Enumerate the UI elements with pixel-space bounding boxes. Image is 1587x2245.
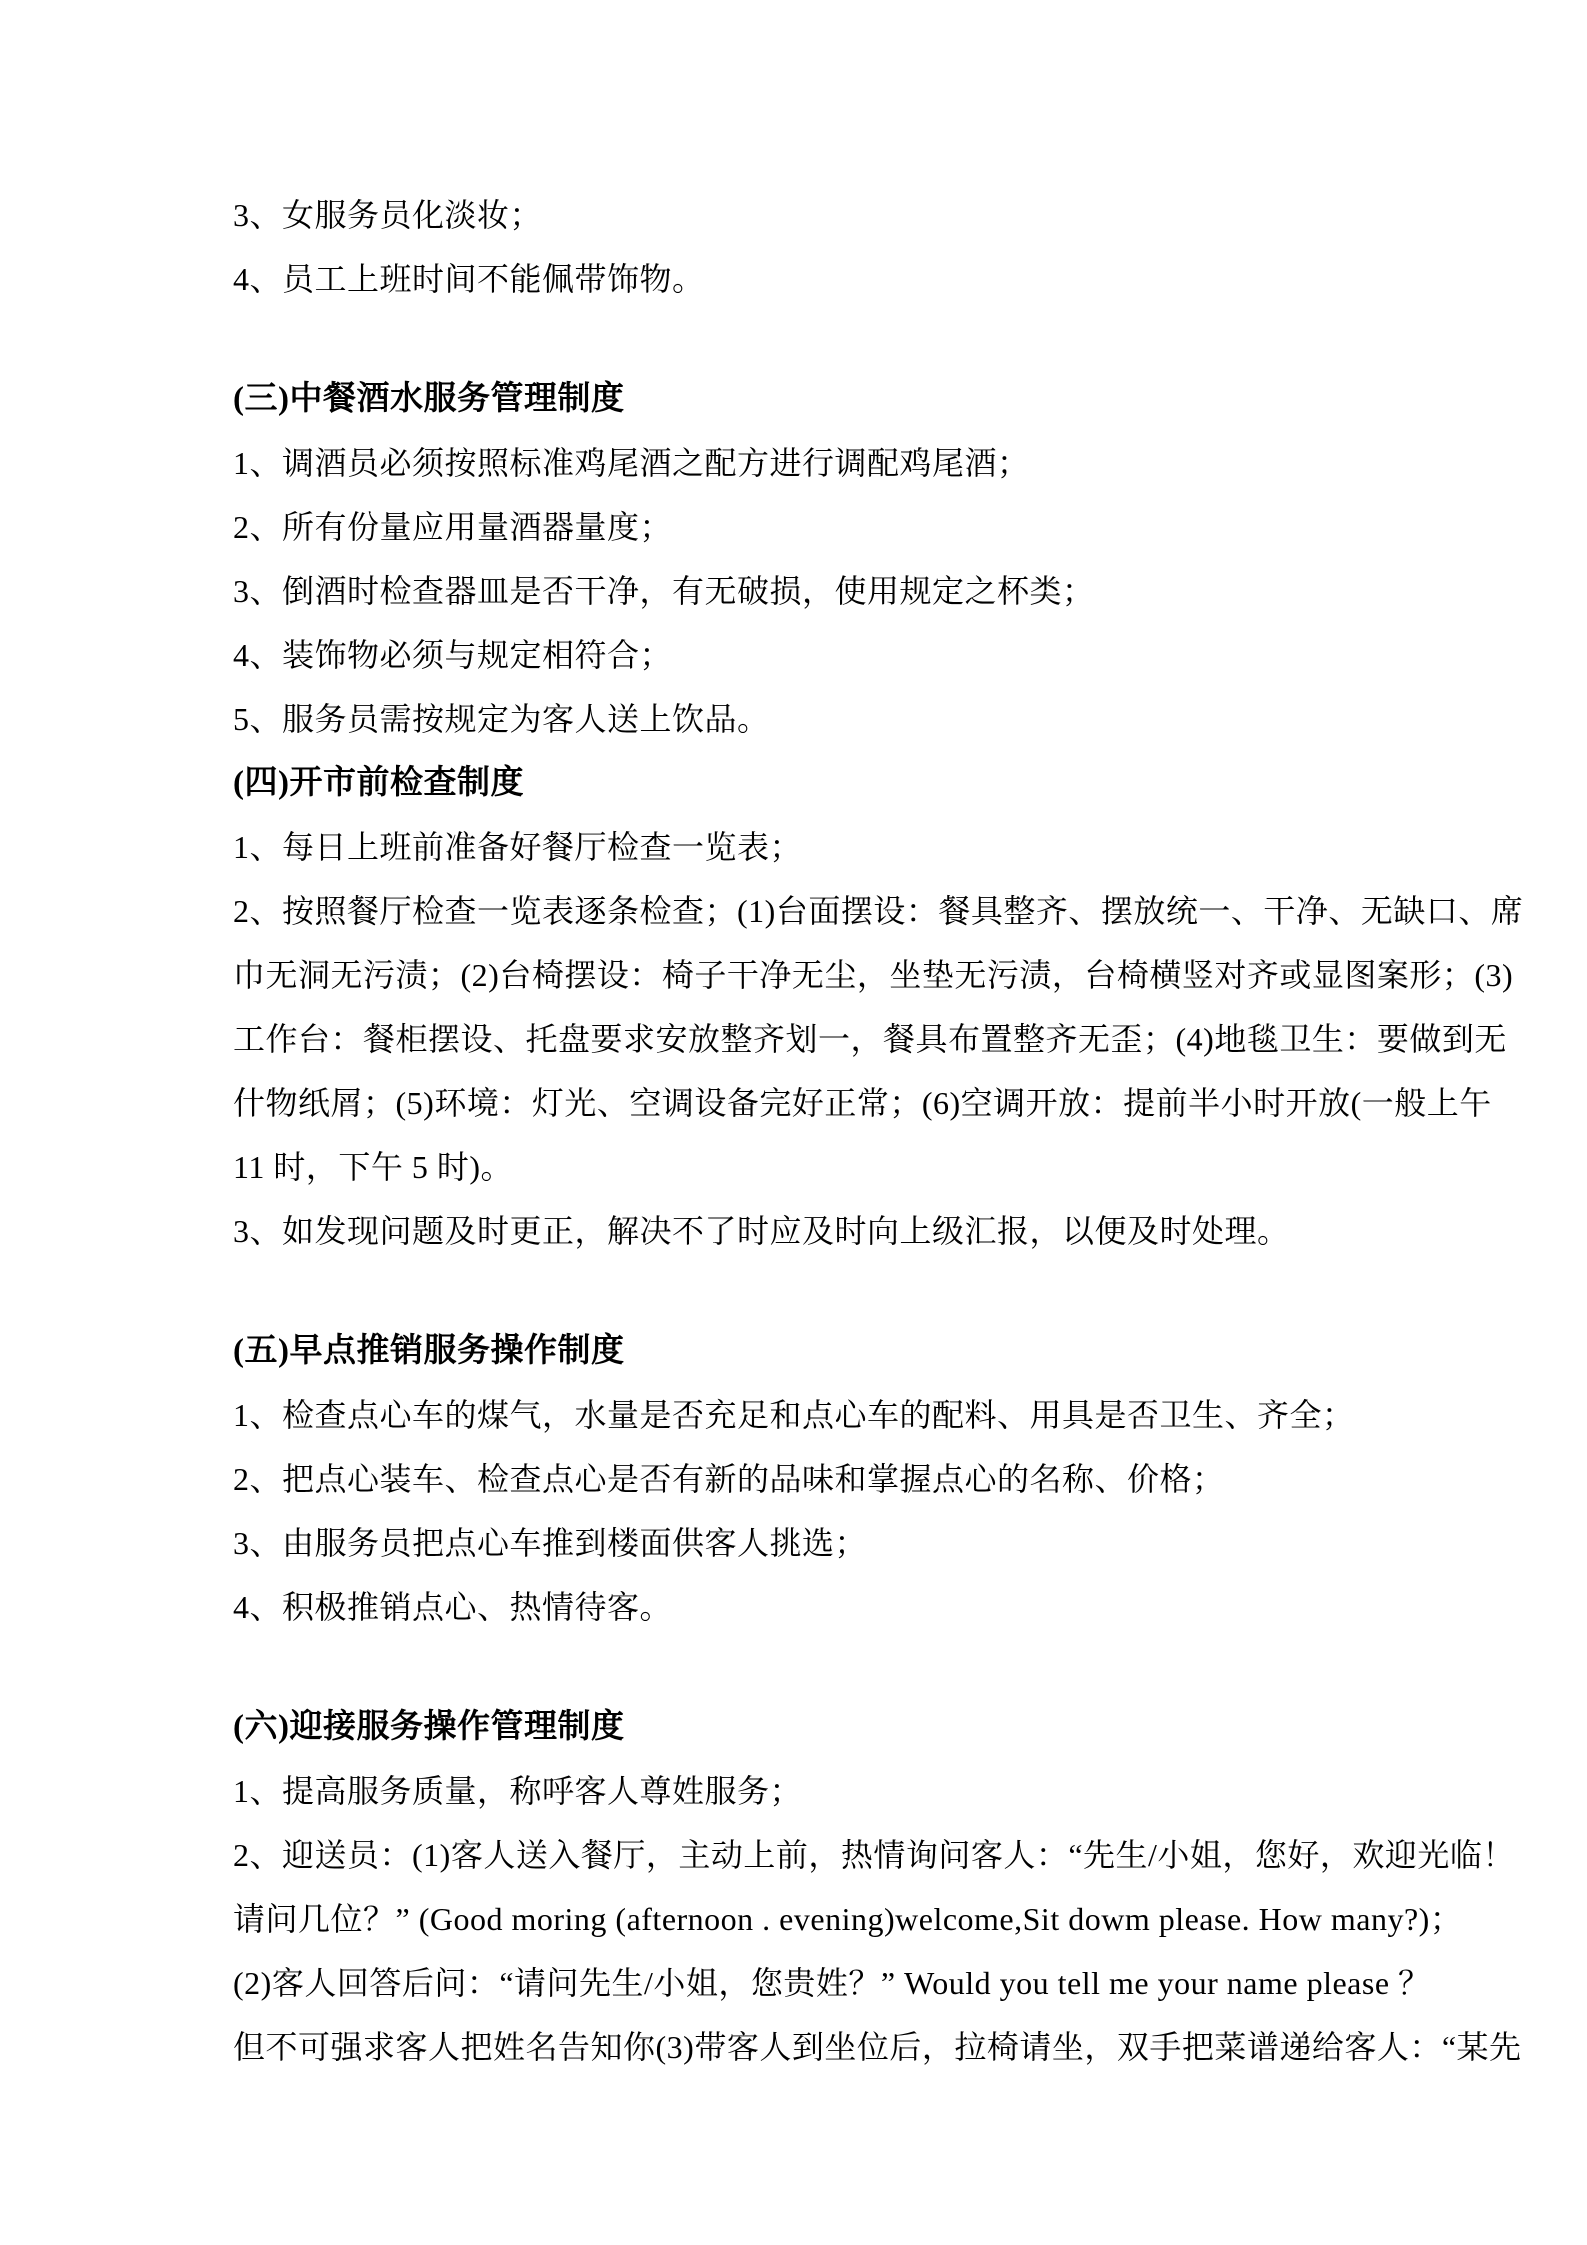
text-line: 但不可强求客人把姓名告知你(3)带客人到坐位后，拉椅请坐，双手把菜谱递给客人：“某先 xyxy=(233,2029,1522,2065)
text-line: 3、如发现问题及时更正，解决不了时应及时向上级汇报，以便及时处理。 xyxy=(233,1213,1290,1249)
text-line: 2、迎送员：(1)客人送入餐厅，主动上前，热情询问客人：“先生/小姐，您好，欢迎光临！ xyxy=(233,1837,1515,1873)
section-4-heading: (四)开市前检查制度 xyxy=(233,765,524,801)
text-line: 什物纸屑；(5)环境：灯光、空调设备完好正常；(6)空调开放：提前半小时开放(一般上午 xyxy=(233,1085,1492,1121)
text-line: 2、把点心装车、检查点心是否有新的品味和掌握点心的名称、价格； xyxy=(233,1461,1225,1497)
text-line: 2、所有份量应用量酒器量度； xyxy=(233,509,673,545)
text-line: (2)客人回答后问：“请问先生/小姐，您贵姓？” Would you tell me your name please ？ xyxy=(233,1965,1431,2001)
text-line: 3、女服务员化淡妆； xyxy=(233,197,543,233)
text-line: 巾无洞无污渍；(2)台椅摆设：椅子干净无尘，坐垫无污渍，台椅横竖对齐或显图案形；(3) xyxy=(233,957,1514,993)
text-line: 1、检查点心车的煤气，水量是否充足和点心车的配料、用具是否卫生、齐全； xyxy=(233,1397,1355,1433)
text-line: 3、由服务员把点心车推到楼面供客人挑选； xyxy=(233,1525,868,1561)
text-line: 请问几位？” (Good moring (afternoon . evening)welcome,Sit dowm please. How many?)； xyxy=(233,1901,1463,1937)
text-line: 4、员工上班时间不能佩带饰物。 xyxy=(233,261,705,297)
text-line: 2、按照餐厅检查一览表逐条检查；(1)台面摆设：餐具整齐、摆放统一、干净、无缺口、席 xyxy=(233,893,1524,929)
section-6-heading: (六)迎接服务操作管理制度 xyxy=(233,1709,625,1745)
text-line: 4、积极推销点心、热情待客。 xyxy=(233,1589,673,1625)
text-line: 1、调酒员必须按照标准鸡尾酒之配方进行调配鸡尾酒； xyxy=(233,445,1030,481)
text-line: 11 时，下午 5 时)。 xyxy=(233,1149,513,1185)
text-line: 1、提高服务质量，称呼客人尊姓服务； xyxy=(233,1773,803,1809)
text-line: 5、服务员需按规定为客人送上饮品。 xyxy=(233,701,770,737)
section-3-heading: (三)中餐酒水服务管理制度 xyxy=(233,381,625,417)
section-5-heading: (五)早点推销服务操作制度 xyxy=(233,1333,625,1369)
text-line: 4、装饰物必须与规定相符合； xyxy=(233,637,673,673)
text-line: 工作台：餐柜摆设、托盘要求安放整齐划一，餐具布置整齐无歪；(4)地毯卫生：要做到无 xyxy=(233,1021,1507,1057)
text-line: 1、每日上班前准备好餐厅检查一览表； xyxy=(233,829,803,865)
text-line: 3、倒酒时检查器皿是否干净，有无破损，使用规定之杯类； xyxy=(233,573,1095,609)
document-content xyxy=(233,183,1524,2079)
